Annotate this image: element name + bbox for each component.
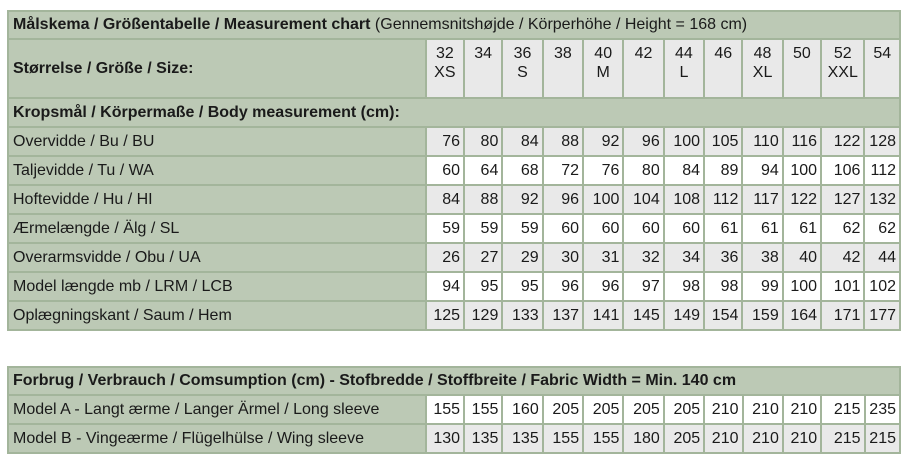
value-cell: 108 [664, 185, 704, 214]
table-row [8, 301, 900, 330]
value-cell: 177 [864, 301, 900, 330]
value-cell: 215 [821, 424, 864, 453]
value-cell: 122 [783, 185, 821, 214]
value-cell: 27 [464, 243, 502, 272]
size-number: 32 [435, 45, 454, 62]
value-cell: 84 [502, 127, 542, 156]
value-cell: 59 [426, 214, 464, 243]
value-cell: 30 [543, 243, 583, 272]
value-cell: 171 [821, 301, 864, 330]
value-cell: 106 [821, 156, 864, 185]
value-cell: 88 [543, 127, 583, 156]
value-cell: 205 [664, 395, 704, 424]
size-cell [742, 39, 782, 98]
value-cell: 98 [664, 272, 704, 301]
size-number: 50 [793, 45, 811, 62]
consumption-table [7, 366, 901, 454]
value-cell: 99 [742, 272, 782, 301]
measurement-chart-table [7, 10, 901, 331]
value-cell: 60 [623, 214, 663, 243]
row-label: Hoftevidde / Hu / HI [8, 185, 426, 214]
value-cell: 95 [464, 272, 502, 301]
value-cell: 89 [704, 156, 742, 185]
value-cell: 29 [502, 243, 542, 272]
value-cell: 104 [623, 185, 663, 214]
row-label: Model A - Langt ærme / Langer Ärmel / Long sleeve [8, 395, 426, 424]
value-cell: 205 [543, 395, 583, 424]
row-label: Model B - Vingeærme / Flügelhülse / Wing sleeve [8, 424, 426, 453]
row-label: Overvidde / Bu / BU [8, 127, 426, 156]
value-cell: 76 [426, 127, 464, 156]
value-cell: 62 [864, 214, 900, 243]
value-cell: 210 [743, 424, 783, 453]
value-cell: 96 [543, 272, 583, 301]
value-cell: 210 [704, 395, 742, 424]
value-cell: 210 [743, 395, 783, 424]
value-cell: 205 [583, 395, 623, 424]
value-cell: 105 [704, 127, 742, 156]
size-letter: XL [752, 64, 773, 81]
value-cell: 72 [543, 156, 583, 185]
value-cell: 59 [502, 214, 542, 243]
row-label: Overarmsvidde / Obu / UA [8, 243, 426, 272]
value-cell: 61 [704, 214, 742, 243]
value-cell: 88 [464, 185, 502, 214]
value-cell: 137 [543, 301, 583, 330]
value-cell: 100 [783, 272, 821, 301]
value-cell: 84 [426, 185, 464, 214]
value-cell: 100 [664, 127, 704, 156]
value-cell: 60 [664, 214, 704, 243]
chart-title-subtitle: (Gennemsnitshøjde / Körperhöhe / Height = 168 cm) [374, 16, 748, 33]
value-cell: 98 [704, 272, 742, 301]
size-cell [623, 39, 663, 98]
row-label: Taljevidde / Tu / WA [8, 156, 426, 185]
value-cell: 96 [623, 127, 663, 156]
value-cell: 94 [742, 156, 782, 185]
value-cell: 62 [821, 214, 864, 243]
value-cell: 215 [821, 395, 864, 424]
size-number: 42 [634, 45, 653, 62]
value-cell: 155 [543, 424, 583, 453]
table-row [8, 272, 900, 301]
value-cell: 141 [583, 301, 623, 330]
table-row [8, 424, 900, 453]
value-cell: 110 [742, 127, 782, 156]
body-measurement-header-row [8, 98, 900, 127]
value-cell: 210 [704, 424, 742, 453]
value-cell: 164 [783, 301, 821, 330]
value-cell: 68 [502, 156, 542, 185]
size-cell [502, 39, 542, 98]
value-cell: 155 [583, 424, 623, 453]
sizes-row [8, 39, 900, 98]
value-cell: 80 [464, 127, 502, 156]
value-cell: 112 [864, 156, 900, 185]
value-cell: 34 [664, 243, 704, 272]
value-cell: 160 [502, 395, 542, 424]
size-cell [704, 39, 742, 98]
body-measurement-header: Kropsmål / Körpermaße / Body measurement (cm): [8, 98, 900, 127]
table-row [8, 243, 900, 272]
size-cell [464, 39, 502, 98]
value-cell: 84 [664, 156, 704, 185]
value-cell: 32 [623, 243, 663, 272]
value-cell: 205 [623, 395, 663, 424]
value-cell: 154 [704, 301, 742, 330]
size-letter: S [517, 64, 528, 81]
value-cell: 128 [864, 127, 900, 156]
size-cell [583, 39, 623, 98]
value-cell: 101 [821, 272, 864, 301]
value-cell: 127 [821, 185, 864, 214]
value-cell: 60 [543, 214, 583, 243]
value-cell: 60 [583, 214, 623, 243]
consumption-title-row [8, 367, 900, 395]
value-cell: 61 [742, 214, 782, 243]
value-cell: 205 [664, 424, 704, 453]
value-cell: 40 [783, 243, 821, 272]
value-cell: 180 [623, 424, 663, 453]
size-number: 38 [553, 45, 572, 62]
value-cell: 38 [742, 243, 782, 272]
value-cell: 210 [783, 424, 821, 453]
size-number: 52 [833, 45, 852, 62]
value-cell: 97 [623, 272, 663, 301]
value-cell: 31 [583, 243, 623, 272]
row-label: Model længde mb / LRM / LCB [8, 272, 426, 301]
size-cell [543, 39, 583, 98]
value-cell: 145 [623, 301, 663, 330]
value-cell: 61 [783, 214, 821, 243]
value-cell: 129 [464, 301, 502, 330]
value-cell: 94 [426, 272, 464, 301]
row-label: Oplægningskant / Saum / Hem [8, 301, 426, 330]
value-cell: 95 [502, 272, 542, 301]
value-cell: 42 [821, 243, 864, 272]
value-cell: 102 [864, 272, 900, 301]
consumption-title: Forbrug / Verbrauch / Comsumption (cm) - Stofbredde / Stoffbreite / Fabric Width = Min. 140 cm [8, 367, 900, 395]
value-cell: 135 [464, 424, 502, 453]
size-number: 34 [474, 45, 493, 62]
size-cell [821, 39, 864, 98]
table-row [8, 185, 900, 214]
value-cell: 26 [426, 243, 464, 272]
size-letter: XS [434, 64, 456, 81]
value-cell: 36 [704, 243, 742, 272]
table-row [8, 156, 900, 185]
value-cell: 215 [865, 424, 900, 453]
row-label: Ærmelængde / Älg / SL [8, 214, 426, 243]
value-cell: 116 [783, 127, 821, 156]
value-cell: 235 [865, 395, 900, 424]
size-row-label: Størrelse / Größe / Size: [8, 39, 426, 98]
size-cell [783, 39, 821, 98]
size-number: 44 [674, 45, 693, 62]
value-cell: 130 [426, 424, 464, 453]
value-cell: 155 [464, 395, 502, 424]
value-cell: 122 [821, 127, 864, 156]
value-cell: 64 [464, 156, 502, 185]
chart-title-bold: Målskema / Größentabelle / Measurement chart [13, 16, 371, 33]
size-cell [664, 39, 704, 98]
size-letter: M [596, 64, 610, 81]
chart-title [8, 11, 900, 39]
value-cell: 92 [502, 185, 542, 214]
size-number: 40 [594, 45, 613, 62]
value-cell: 125 [426, 301, 464, 330]
table-row [8, 214, 900, 243]
chart-title-row [8, 11, 900, 39]
value-cell: 59 [464, 214, 502, 243]
size-number: 48 [753, 45, 772, 62]
table-row [8, 395, 900, 424]
value-cell: 159 [742, 301, 782, 330]
value-cell: 92 [583, 127, 623, 156]
value-cell: 96 [583, 272, 623, 301]
size-cell [426, 39, 464, 98]
value-cell: 60 [426, 156, 464, 185]
size-number: 46 [714, 45, 733, 62]
value-cell: 112 [704, 185, 742, 214]
value-cell: 100 [783, 156, 821, 185]
value-cell: 133 [502, 301, 542, 330]
table-row [8, 127, 900, 156]
size-letter: XXL [827, 64, 858, 81]
value-cell: 117 [742, 185, 782, 214]
value-cell: 96 [543, 185, 583, 214]
value-cell: 100 [583, 185, 623, 214]
value-cell: 135 [502, 424, 542, 453]
size-cell [864, 39, 900, 98]
value-cell: 80 [623, 156, 663, 185]
value-cell: 76 [583, 156, 623, 185]
value-cell: 149 [664, 301, 704, 330]
size-number: 54 [873, 45, 892, 62]
value-cell: 155 [426, 395, 464, 424]
value-cell: 44 [864, 243, 900, 272]
size-number: 36 [513, 45, 532, 62]
value-cell: 210 [783, 395, 821, 424]
size-letter: L [679, 64, 689, 81]
value-cell: 132 [864, 185, 900, 214]
